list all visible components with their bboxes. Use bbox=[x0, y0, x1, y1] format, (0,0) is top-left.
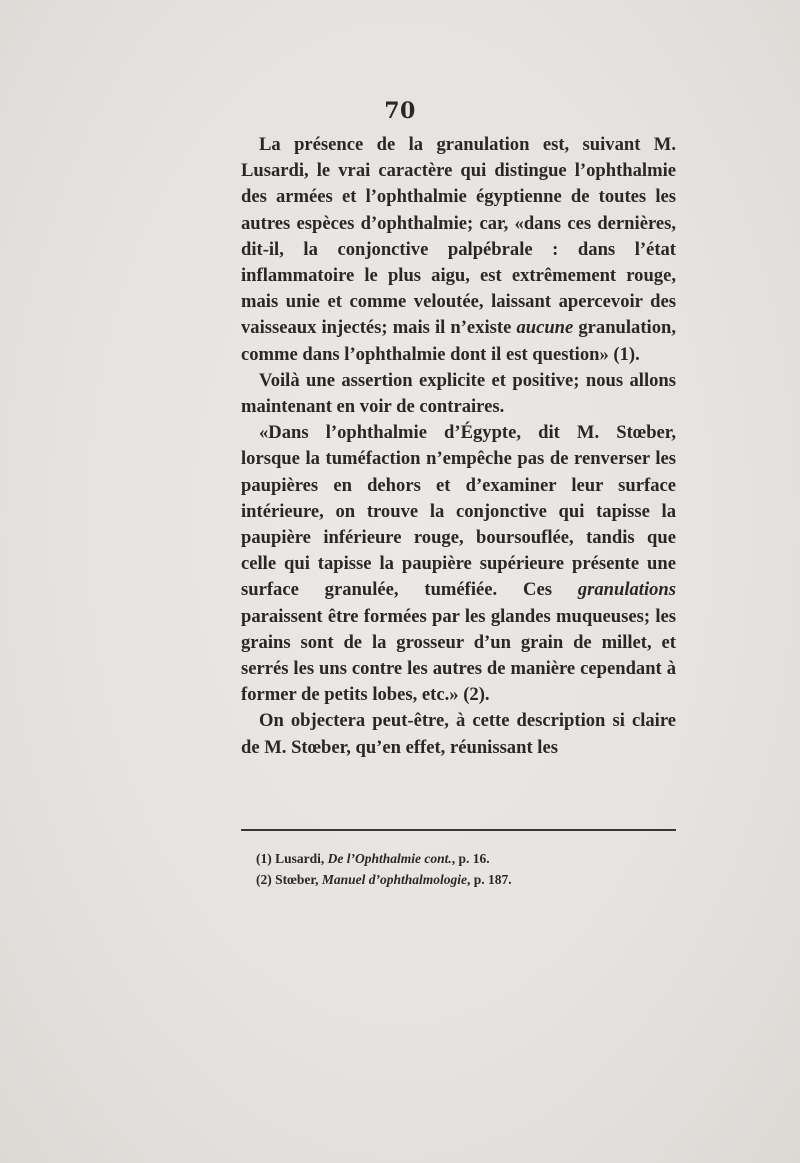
footnote-1-title: De l’Ophthalmie cont. bbox=[327, 851, 452, 866]
paragraph-1-italic: aucune bbox=[516, 317, 574, 339]
body-text bbox=[241, 132, 676, 761]
footnote-2-author: (2) Stœber, bbox=[256, 872, 322, 887]
paragraph-3-text-a: «Dans l’ophthalmie d’Égypte, dit M. Stœber, lorsque la tuméfaction n’empêche pas de renverser les paupières en dehors et d’examiner leur surface intérieure, on trouve la conjonctive qui tapisse la paupière inférieure rouge, boursouflée, tandis que celle qui tapisse la paupière supérieure présente une surface granulée, tuméfiée. Ces bbox=[241, 422, 676, 601]
paragraph-3-text-b: paraissent être formées par les glandes muqueuses; les grains sont de la grosseur d’un grain de millet, et serrés les uns contre les autres de manière cependant à former de petits lobes, etc.» (2). bbox=[241, 605, 676, 706]
footnote-1 bbox=[256, 848, 676, 869]
paragraph-1-text-b: granulation, comme dans l’ophthalmie dont il est question» (1). bbox=[241, 317, 676, 365]
paragraph-1-text-a: La présence de la granulation est, suivant M. Lusardi, le vrai caractère qui distingue l’ophthalmie des armées et l’ophthalmie égyptienne de toutes les autres espèces d’ophthalmie; car, «dans ces dernières, dit-il, la conjonctive palpébrale : dans l’état inflammatoire le plus aigu, est extrêmement rouge, mais unie et comme veloutée, laissant apercevoir des vaisseaux injectés; mais il n’existe bbox=[241, 134, 676, 339]
paragraph-1 bbox=[241, 132, 676, 368]
footnote-separator bbox=[241, 829, 676, 831]
paragraph-3 bbox=[241, 420, 676, 708]
footnote-2-title: Manuel d’ophthalmologie bbox=[321, 872, 468, 887]
paragraph-4: On objectera peut-être, à cette description si claire de M. Stœber, qu’en effet, réunissant les bbox=[241, 710, 676, 758]
page-number: 70 bbox=[384, 98, 416, 124]
paragraph-3-italic: granulations bbox=[577, 579, 676, 601]
paragraph-2: Voilà une assertion explicite et positive; nous allons maintenant en voir de contraires. bbox=[241, 369, 676, 418]
footnotes bbox=[256, 848, 676, 890]
footnote-1-author: (1) Lusardi, bbox=[256, 851, 328, 866]
footnote-1-page: , p. 16. bbox=[451, 851, 490, 866]
footnote-2-page: , p. 187. bbox=[467, 872, 512, 887]
footnote-2 bbox=[256, 869, 676, 890]
